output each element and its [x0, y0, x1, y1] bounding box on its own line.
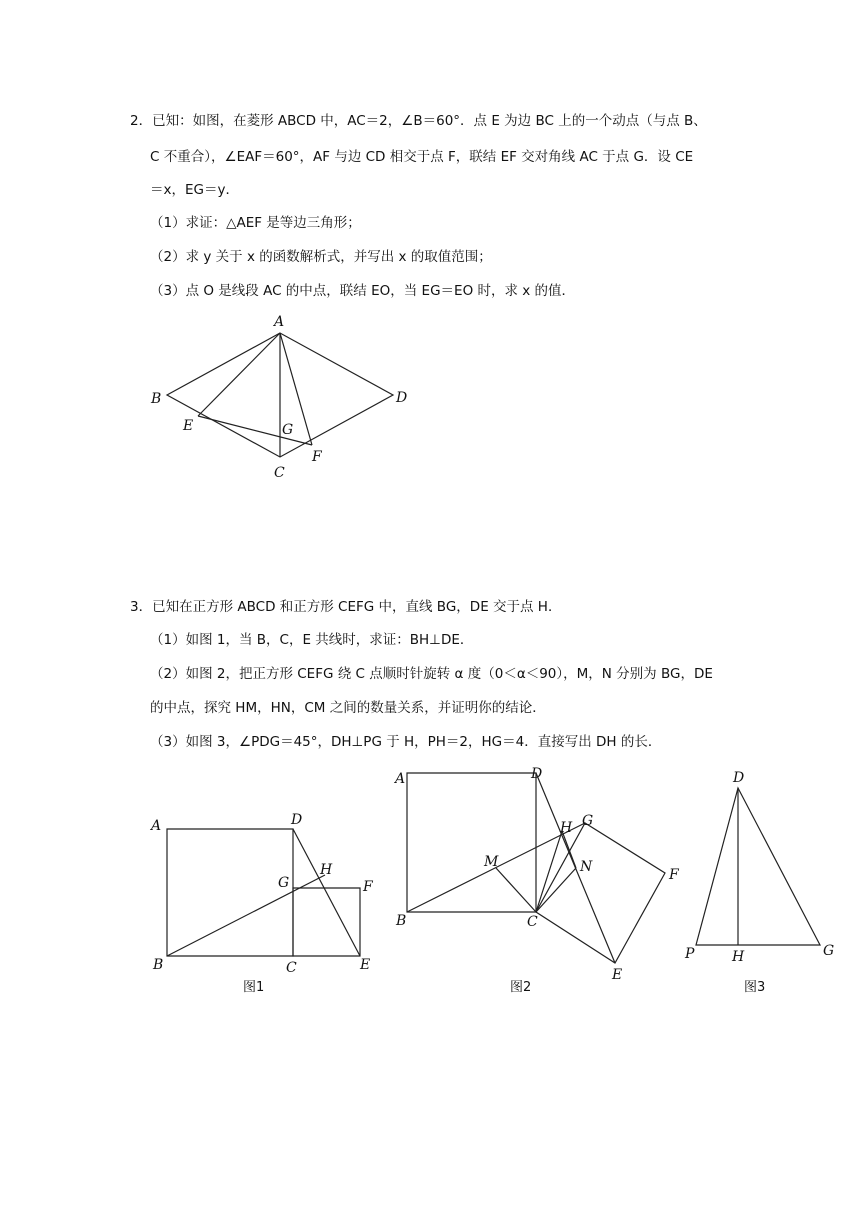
fig3-label-g: G	[823, 943, 835, 959]
fig1-caption: 图1	[243, 980, 265, 995]
problem2-line1: 2．已知：如图，在菱形 ABCD 中，AC＝2，∠B＝60°．点 E 为边 BC 上的一个动点（与点 B、	[130, 113, 707, 129]
problem3-question2b: 的中点，探究 HM，HN，CM 之间的数量关系，并证明你的结论．	[150, 700, 546, 716]
square-cefg	[293, 888, 360, 956]
problem3-figure2	[390, 763, 690, 1000]
problem3-figure1	[145, 805, 385, 1000]
label-c: C	[274, 465, 285, 481]
problem2-question1: （1）求证：△AEF 是等边三角形；	[150, 215, 361, 231]
problem3-question3: （3）如图 3，∠PDG＝45°，DH⊥PG 于 H，PH＝2，HG＝4．直接写出 DH 的长．	[150, 734, 662, 750]
fig1-label-e: E	[360, 957, 371, 973]
square-cefg-fig2	[536, 823, 665, 963]
fig2-label-m: M	[484, 854, 499, 870]
triangle-pdg	[696, 788, 820, 945]
label-b: B	[151, 391, 162, 407]
fig3-label-h: H	[732, 949, 745, 965]
fig3-label-d: D	[733, 770, 745, 786]
label-e: E	[183, 418, 194, 434]
fig3-label-p: P	[685, 946, 695, 962]
segment-cm	[496, 868, 536, 912]
fig2-label-c: C	[527, 914, 538, 930]
fig1-label-g: G	[278, 875, 290, 891]
fig2-label-h: H	[560, 820, 573, 836]
problem2-question3: （3）点 O 是线段 AC 的中点，联结 EO，当 EG＝EO 时，求 x 的值．	[150, 283, 576, 299]
segment-ae	[198, 333, 280, 416]
problem3-line1: 3．已知在正方形 ABCD 和正方形 CEFG 中，直线 BG，DE 交于点 H．	[130, 599, 562, 615]
fig2-label-b: B	[396, 913, 407, 929]
label-d: D	[396, 390, 408, 406]
fig1-label-h: H	[320, 862, 333, 878]
label-a: A	[274, 314, 285, 330]
problem2-question2: （2）求 y 关于 x 的函数解析式，并写出 x 的取值范围；	[150, 249, 492, 265]
fig1-label-d: D	[291, 812, 303, 828]
problem2-line3: ＝x，EG＝y．	[150, 182, 239, 198]
fig2-label-f: F	[669, 867, 679, 883]
segment-hn	[562, 831, 576, 868]
segment-ef	[198, 416, 312, 445]
fig2-label-e: E	[612, 967, 623, 983]
fig2-label-a: A	[395, 771, 406, 787]
fig2-label-g: G	[582, 813, 594, 829]
problem3-question1: （1）如图 1，当 B，C，E 共线时，求证：BH⊥DE．	[150, 632, 474, 648]
problem3-question2a: （2）如图 2，把正方形 CEFG 绕 C 点顺时针旋转 α 度（0＜α＜90），M，N 分别为 BG，DE	[150, 666, 713, 682]
fig3-caption: 图3	[744, 980, 766, 995]
segment-bg	[167, 875, 325, 956]
fig1-label-b: B	[153, 957, 164, 973]
fig1-label-a: A	[151, 818, 162, 834]
fig2-label-d: D	[531, 766, 543, 782]
problem2-line2: C 不重合），∠EAF＝60°，AF 与边 CD 相交于点 F，联结 EF 交对角线 AC 于点 G．设 CE	[150, 149, 694, 165]
label-f: F	[312, 449, 322, 465]
problem2-rhombus-figure	[140, 305, 430, 490]
fig2-caption: 图2	[510, 980, 532, 995]
fig1-label-f: F	[363, 879, 373, 895]
label-g: G	[282, 422, 294, 438]
fig2-label-n: N	[580, 859, 593, 875]
segment-de	[293, 829, 360, 956]
fig1-label-c: C	[286, 960, 297, 976]
problem3-figure3	[680, 770, 840, 1000]
square-abcd	[167, 829, 293, 956]
